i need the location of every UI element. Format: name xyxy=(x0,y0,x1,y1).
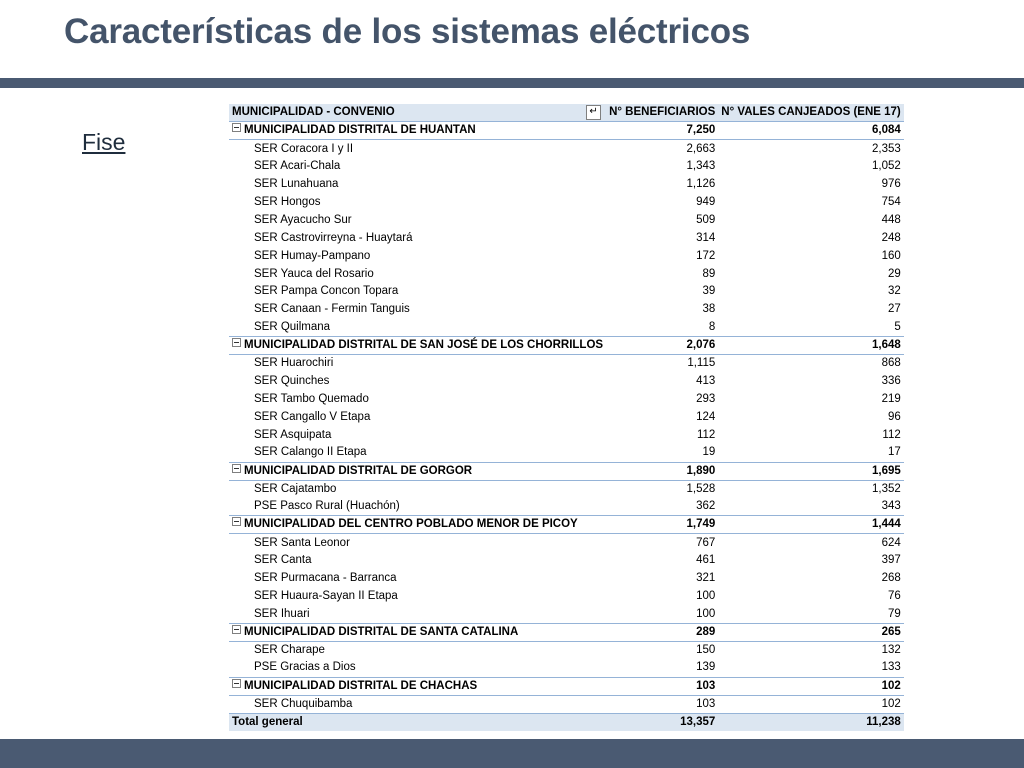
vales-cell: 1,695 xyxy=(718,462,903,480)
table-row xyxy=(229,570,904,588)
beneficiarios-cell: 1,528 xyxy=(686,482,716,495)
title-divider-bar xyxy=(0,78,1024,88)
row-label: MUNICIPALIDAD DISTRITAL DE SANTA CATALINA xyxy=(244,625,519,638)
item-name xyxy=(229,390,606,408)
item-name xyxy=(229,373,606,391)
row-label: SER Canta xyxy=(254,554,312,567)
row-label: SER Purmacana - Barranca xyxy=(254,572,397,585)
beneficiarios-cell: 1,126 xyxy=(686,178,716,191)
beneficiarios-cell: 19 xyxy=(702,446,716,459)
header-municipalidad[interactable] xyxy=(229,104,606,122)
beneficiarios-cell: 172 xyxy=(696,249,716,262)
beneficiarios-cell: 2,076 xyxy=(606,337,718,355)
row-label: PSE Pasco Rural (Huachón) xyxy=(254,500,400,513)
table-row xyxy=(229,605,904,623)
table-row xyxy=(229,534,904,552)
row-label: SER Chuquibamba xyxy=(254,697,353,710)
vales-cell: 32 xyxy=(887,285,901,298)
vales-cell: 265 xyxy=(718,623,903,641)
vales-cell: 132 xyxy=(881,643,901,656)
group-row xyxy=(229,623,904,641)
beneficiarios-cell: 39 xyxy=(702,285,716,298)
row-label: MUNICIPALIDAD DISTRITAL DE SAN JOSÉ DE LOS CHORRILLOS xyxy=(244,339,604,352)
vales-cell: 2,353 xyxy=(871,142,901,155)
row-label: SER Quilmana xyxy=(254,320,331,333)
beneficiarios-cell: 7,250 xyxy=(606,122,718,140)
collapse-minus-icon[interactable] xyxy=(232,679,241,688)
vales-cell: 1,648 xyxy=(718,337,903,355)
row-label: SER Santa Leonor xyxy=(254,536,350,549)
row-label: SER Ayacucho Sur xyxy=(254,213,352,226)
collapse-minus-icon[interactable] xyxy=(232,123,241,132)
row-label: SER Tambo Quemado xyxy=(254,392,369,405)
vales-cell: 160 xyxy=(881,249,901,262)
row-label: SER Castrovirreyna - Huaytará xyxy=(254,231,413,244)
side-label-fise: Fise xyxy=(82,129,126,155)
vales-cell: 96 xyxy=(887,410,901,423)
row-label: SER Huaura-Sayan II Etapa xyxy=(254,589,398,602)
group-row xyxy=(229,462,904,480)
group-name[interactable] xyxy=(229,623,606,641)
table-row xyxy=(229,194,904,212)
beneficiarios-cell: 1,343 xyxy=(686,160,716,173)
row-label: SER Charape xyxy=(254,643,325,656)
item-name xyxy=(229,605,606,623)
group-row xyxy=(229,337,904,355)
item-name xyxy=(229,534,606,552)
item-name xyxy=(229,211,606,229)
table-row xyxy=(229,373,904,391)
item-name xyxy=(229,194,606,212)
vales-cell: 102 xyxy=(881,697,901,710)
beneficiarios-cell: 8 xyxy=(708,320,716,333)
table-row xyxy=(229,659,904,677)
total-row xyxy=(229,713,904,731)
filter-dropdown-icon[interactable]: ↵ xyxy=(586,105,601,120)
row-label: SER Coracora I y II xyxy=(254,142,354,155)
item-name xyxy=(229,140,606,158)
item-name xyxy=(229,319,606,337)
beneficiarios-cell: 2,663 xyxy=(686,142,716,155)
item-name xyxy=(229,176,606,194)
vales-cell: 219 xyxy=(881,392,901,405)
vales-cell: 76 xyxy=(887,589,901,602)
beneficiarios-cell: 100 xyxy=(696,607,716,620)
row-label: SER Quinches xyxy=(254,375,330,388)
vales-cell: 336 xyxy=(881,375,901,388)
group-row xyxy=(229,516,904,534)
group-name[interactable] xyxy=(229,516,606,534)
row-label: SER Asquipata xyxy=(254,428,332,441)
table-row xyxy=(229,587,904,605)
vales-cell: 268 xyxy=(881,572,901,585)
group-name[interactable] xyxy=(229,677,606,695)
vales-cell: 754 xyxy=(881,196,901,208)
group-name[interactable] xyxy=(229,337,606,355)
beneficiarios-cell: 767 xyxy=(696,536,716,549)
item-name xyxy=(229,283,606,301)
table-row xyxy=(229,247,904,265)
table-row xyxy=(229,426,904,444)
header-beneficiarios: N° BENEFICIARIOS xyxy=(606,104,718,122)
beneficiarios-cell: 1,890 xyxy=(606,462,718,480)
item-name xyxy=(229,587,606,605)
total-beneficiarios: 13,357 xyxy=(606,713,718,731)
item-name xyxy=(229,695,606,713)
beneficiarios-cell: 139 xyxy=(696,661,716,674)
vales-cell: 397 xyxy=(881,554,901,567)
vales-cell: 248 xyxy=(881,231,901,244)
row-label: SER Calango II Etapa xyxy=(254,446,367,459)
row-label: MUNICIPALIDAD DEL CENTRO POBLADO MENOR DE PICOY xyxy=(244,518,578,531)
vales-cell: 102 xyxy=(718,677,903,695)
beneficiarios-cell: 321 xyxy=(696,572,716,585)
header-municipalidad-label: MUNICIPALIDAD - CONVENIO xyxy=(232,106,395,119)
beneficiarios-cell: 112 xyxy=(696,428,716,441)
beneficiarios-cell: 1,749 xyxy=(606,516,718,534)
row-label: SER Ihuari xyxy=(254,607,310,620)
table-row xyxy=(229,641,904,659)
vales-cell: 133 xyxy=(881,661,901,674)
beneficiarios-cell: 103 xyxy=(696,697,716,710)
table-row xyxy=(229,283,904,301)
table-row xyxy=(229,319,904,337)
footer-bar xyxy=(0,739,1024,768)
row-label: MUNICIPALIDAD DISTRITAL DE CHACHAS xyxy=(244,679,478,692)
beneficiarios-cell: 289 xyxy=(606,623,718,641)
table-row xyxy=(229,355,904,373)
table-row xyxy=(229,408,904,426)
item-name xyxy=(229,659,606,677)
vales-cell: 79 xyxy=(887,607,901,620)
beneficiarios-cell: 949 xyxy=(696,196,716,208)
beneficiarios-cell: 103 xyxy=(606,677,718,695)
collapse-minus-icon[interactable] xyxy=(232,464,241,473)
vales-cell: 1,352 xyxy=(871,482,901,495)
vales-cell: 976 xyxy=(881,178,901,191)
row-label: SER Acari-Chala xyxy=(254,160,341,173)
group-name[interactable] xyxy=(229,122,606,140)
item-name xyxy=(229,247,606,265)
vales-cell: 448 xyxy=(881,213,901,226)
table-row xyxy=(229,480,904,498)
beneficiarios-cell: 362 xyxy=(696,500,716,513)
vales-cell: 27 xyxy=(887,303,901,316)
vales-cell: 17 xyxy=(887,446,901,459)
group-name[interactable] xyxy=(229,462,606,480)
collapse-minus-icon[interactable] xyxy=(232,338,241,347)
slide-title: Características de los sistemas eléctricos xyxy=(64,12,751,51)
row-label: SER Pampa Concon Topara xyxy=(254,285,399,298)
vales-cell: 868 xyxy=(881,357,901,370)
collapse-minus-icon[interactable] xyxy=(232,517,241,526)
item-name xyxy=(229,641,606,659)
table-row xyxy=(229,695,904,713)
vales-cell: 29 xyxy=(887,267,901,280)
vales-cell: 1,052 xyxy=(871,160,901,173)
beneficiarios-cell: 100 xyxy=(696,589,716,602)
table-row xyxy=(229,552,904,570)
beneficiarios-cell: 124 xyxy=(696,410,716,423)
beneficiarios-cell: 314 xyxy=(696,231,716,244)
table-row xyxy=(229,158,904,176)
vales-cell: 5 xyxy=(894,320,901,333)
row-label: MUNICIPALIDAD DISTRITAL DE GORGOR xyxy=(244,464,473,477)
beneficiarios-cell: 293 xyxy=(696,392,716,405)
vales-cell: 624 xyxy=(881,536,901,549)
item-name xyxy=(229,498,606,516)
table-row xyxy=(229,140,904,158)
row-label: PSE Gracias a Dios xyxy=(254,661,356,674)
beneficiarios-cell: 413 xyxy=(696,375,716,388)
item-name xyxy=(229,265,606,283)
pivot-body xyxy=(229,122,904,713)
vales-cell: 343 xyxy=(881,500,901,513)
row-label: SER Lunahuana xyxy=(254,178,339,191)
table-row xyxy=(229,301,904,319)
table-row xyxy=(229,229,904,247)
item-name xyxy=(229,552,606,570)
table-row xyxy=(229,211,904,229)
pivot-table xyxy=(229,104,904,731)
row-label: MUNICIPALIDAD DISTRITAL DE HUANTAN xyxy=(244,124,476,137)
header-vales-canjeados: N° VALES CANJEADOS (ENE 17) xyxy=(718,104,903,122)
row-label: SER Cangallo V Etapa xyxy=(254,410,371,423)
vales-cell: 112 xyxy=(882,428,901,441)
item-name xyxy=(229,444,606,462)
item-name xyxy=(229,480,606,498)
table-row xyxy=(229,390,904,408)
item-name xyxy=(229,570,606,588)
group-row xyxy=(229,122,904,140)
item-name xyxy=(229,229,606,247)
item-name xyxy=(229,158,606,176)
total-vales: 11,238 xyxy=(718,713,903,731)
total-label: Total general xyxy=(229,713,606,731)
row-label: SER Canaan - Fermin Tanguis xyxy=(254,303,410,316)
table-row xyxy=(229,444,904,462)
row-label: SER Huarochiri xyxy=(254,357,334,370)
vales-cell: 1,444 xyxy=(718,516,903,534)
row-label: SER Hongos xyxy=(254,196,321,208)
row-label: SER Yauca del Rosario xyxy=(254,267,374,280)
row-label: SER Cajatambo xyxy=(254,482,337,495)
table-row xyxy=(229,265,904,283)
beneficiarios-cell: 509 xyxy=(696,213,716,226)
beneficiarios-cell: 1,115 xyxy=(687,357,716,370)
beneficiarios-cell: 89 xyxy=(702,267,716,280)
item-name xyxy=(229,408,606,426)
group-row xyxy=(229,677,904,695)
beneficiarios-cell: 38 xyxy=(702,303,716,316)
item-name xyxy=(229,426,606,444)
vales-cell: 6,084 xyxy=(718,122,903,140)
item-name xyxy=(229,301,606,319)
pivot-header-row xyxy=(229,104,904,122)
item-name xyxy=(229,355,606,373)
table-row xyxy=(229,498,904,516)
beneficiarios-cell: 461 xyxy=(696,554,716,567)
beneficiarios-cell: 150 xyxy=(696,643,716,656)
table-row xyxy=(229,176,904,194)
row-label: SER Humay-Pampano xyxy=(254,249,371,262)
collapse-minus-icon[interactable] xyxy=(232,625,241,634)
